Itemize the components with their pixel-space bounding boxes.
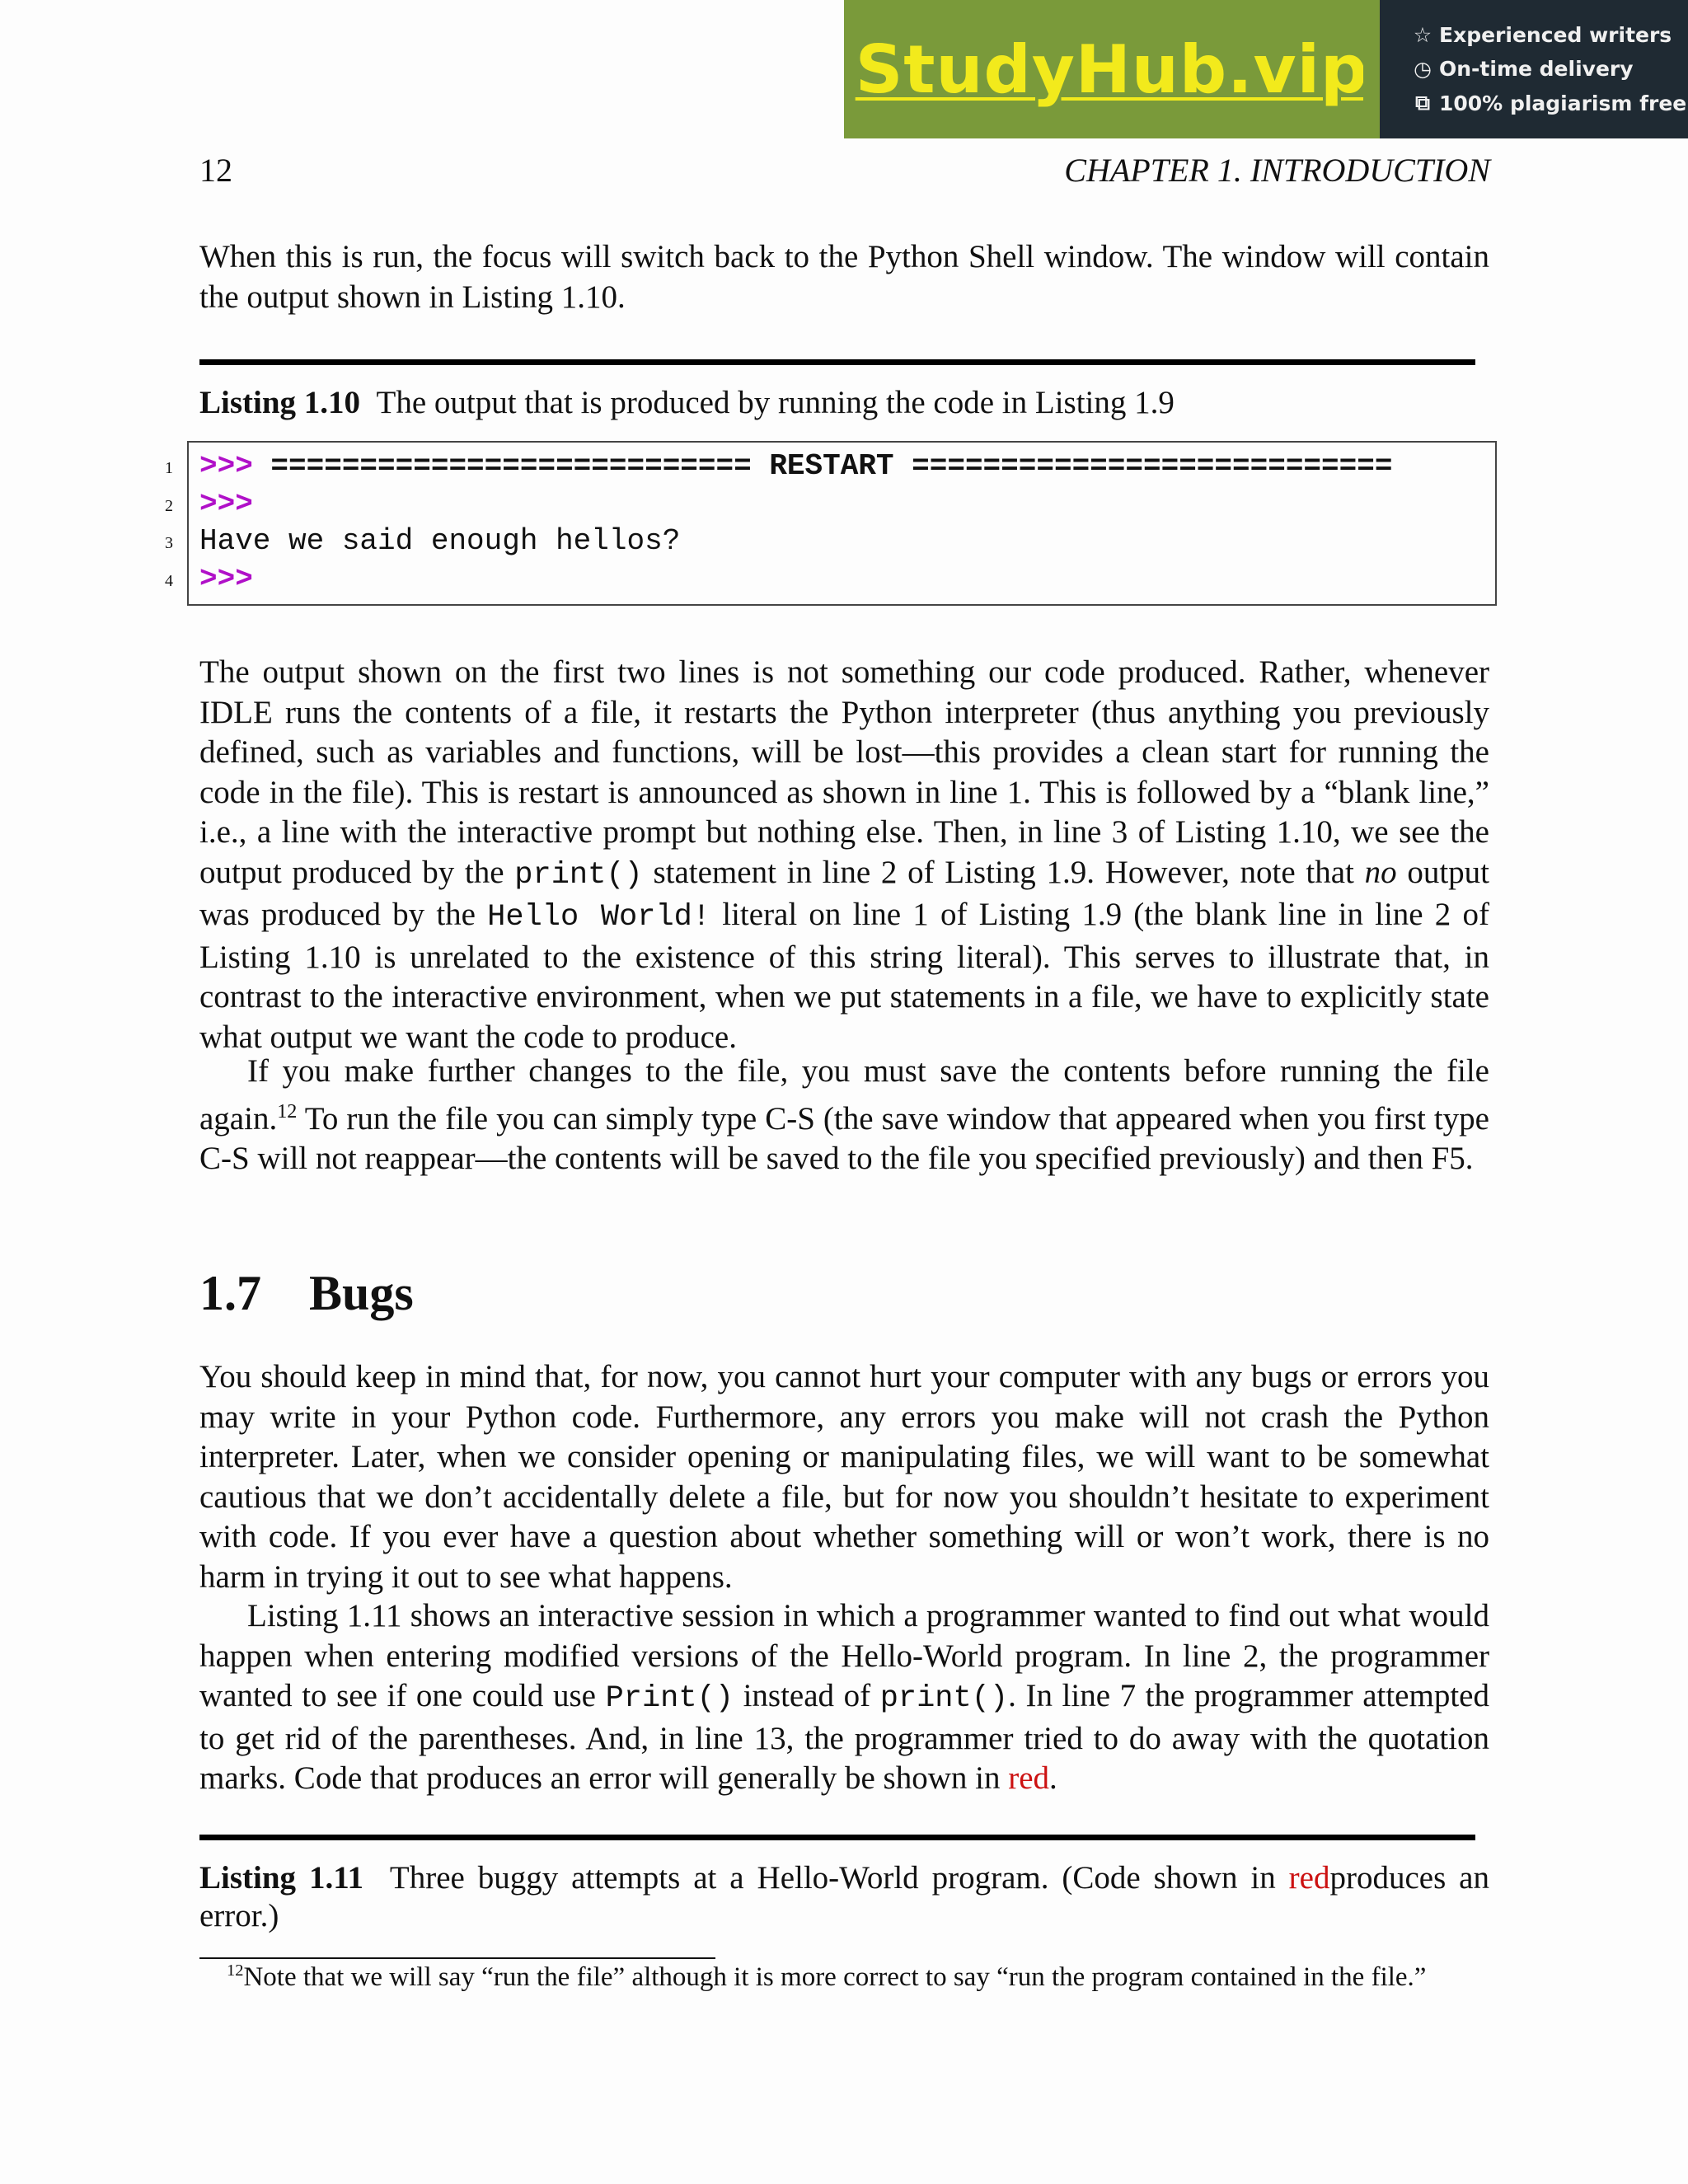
feature-label: 100% plagiarism free xyxy=(1439,91,1687,115)
feature-label: Experienced writers xyxy=(1439,23,1672,47)
section-number: 1.7 xyxy=(199,1266,261,1320)
restart-banner: =========================== RESTART =========================== xyxy=(252,449,1393,483)
code-lines xyxy=(199,448,1392,598)
text-run: If you make further changes to the file, you must save the contents before running the file again. xyxy=(199,1053,1489,1137)
code-line-3: Have we said enough hellos? xyxy=(199,524,681,558)
text-run: The output shown on the first two lines is not something our code produced. Rather, whenever IDLE runs the contents of a file, it restarts the Python interpreter (thus anything you previously defined, such as variables and functions, will be lost—this provides a clean start for running the code in the file). This is restart is announced as shown in line 1. This is followed by a “blank line,” i.e., a line with the interactive prompt but nothing else. Then, in line 3 of Listing 1.10, we see the output produced by the xyxy=(199,654,1489,890)
code-line-4 xyxy=(199,560,1392,598)
feature-on-time-delivery xyxy=(1413,57,1688,81)
section-heading xyxy=(199,1265,414,1322)
feature-experienced-writers xyxy=(1413,23,1688,47)
studyhub-logo: StudyHub.vip xyxy=(855,30,1369,108)
intro-paragraph: When this is run, the focus will switch back to the Python Shell window. The window will contain the output shown in Listing 1.10. xyxy=(199,239,1489,315)
shell-prompt: >>> xyxy=(199,449,253,483)
listing-1-10-caption xyxy=(199,384,1489,422)
listing-label: Listing 1.10 xyxy=(199,385,361,420)
code-line-2 xyxy=(199,485,1392,523)
caption-text: produces an error.) xyxy=(199,1860,1489,1933)
code-line-1 xyxy=(199,448,1392,485)
text-run: Listing 1.11 shows an interactive session in which a programmer wanted to find out what would happen when entering modified versions of the Hello-World program. In line 2, the programmer wanted to see if one could use xyxy=(199,1598,1489,1713)
footnote xyxy=(227,1961,1426,1993)
listing-1-11-intro-paragraph xyxy=(199,1596,1489,1799)
footnote-marker[interactable]: 12 xyxy=(277,1099,298,1122)
footnote-text: Note that we will say “run the file” although it is more correct to say “run the program contained in the file.” xyxy=(243,1962,1427,1992)
clock-icon: ◷ xyxy=(1414,57,1432,81)
output-explanation-paragraph xyxy=(199,653,1489,1057)
text-run: . xyxy=(1049,1760,1057,1796)
footnote-number: 12 xyxy=(227,1961,244,1980)
banner-features xyxy=(1380,0,1688,138)
line-number: 4 xyxy=(165,571,173,590)
running-head: CHAPTER 1. INTRODUCTION xyxy=(1064,152,1490,189)
star-icon: ☆ xyxy=(1413,23,1432,47)
listing-caption-text: The output that is produced by running the code in Listing 1.9 xyxy=(376,385,1175,420)
bugs-paragraph: You should keep in mind that, for now, you cannot hurt your computer with any bugs or errors you may write in your Python code. Furthermore, any errors you make will not crash the Python interpreter. Later, when we consider opening or manipulating files, we will want to be somewhat cautious that we don’t accidentally delete a file, but for now you shouldn’t hesitate to experiment with code. If you ever have a question about whether something will or won’t work, there is no harm in trying it out to see what happens. xyxy=(199,1359,1489,1595)
inline-code-Print: Print() xyxy=(605,1681,734,1716)
copy-icon: ⧉ xyxy=(1415,91,1430,115)
feature-label: On-time delivery xyxy=(1439,57,1634,81)
feature-plagiarism-free xyxy=(1413,91,1688,115)
listing-top-rule xyxy=(199,1835,1475,1840)
red-word: red xyxy=(1008,1760,1050,1796)
line-number: 3 xyxy=(165,534,173,552)
shell-prompt: >>> xyxy=(199,486,253,521)
text-run: To run the file you can simply type C-S (the save window that appeared when you first type C-S will not reappear—the contents will be saved to the file you specified previously) and then F5. xyxy=(199,1100,1489,1176)
caption-text: Three buggy attempts at a Hello-World program. (Code shown in xyxy=(389,1860,1289,1896)
inline-code-print: print() xyxy=(514,857,643,893)
text-run: statement in line 2 of Listing 1.9. However, note that xyxy=(642,854,1365,890)
banner-logo-area xyxy=(844,0,1380,138)
listing-1-11-caption xyxy=(199,1859,1489,1935)
line-numbers xyxy=(157,456,173,606)
listing-label: Listing 1.11 xyxy=(199,1860,364,1896)
section-title: Bugs xyxy=(309,1266,414,1320)
line-number: 2 xyxy=(165,496,173,515)
text-run: output was produced by the xyxy=(199,854,1489,932)
shell-prompt: >>> xyxy=(199,561,253,596)
line-number: 1 xyxy=(165,459,173,477)
save-run-paragraph xyxy=(199,1052,1489,1179)
inline-code-hello-world: Hello World! xyxy=(487,900,711,935)
listing-top-rule xyxy=(199,359,1475,365)
studyhub-banner[interactable] xyxy=(844,0,1688,138)
footnote-rule xyxy=(199,1957,715,1959)
emphasis: no xyxy=(1364,854,1397,890)
inline-code-print: print() xyxy=(879,1681,1009,1716)
text-run: literal on line 1 of Listing 1.9 (the blank line in line 2 of Listing 1.10 is unrelated to the existence of this string literal). This serves to illustrate that, in contrast to the interactive environment, when we put statements in a file, we have to explicitly state what output we want the code to produce. xyxy=(199,897,1489,1055)
page-number: 12 xyxy=(199,152,232,189)
text-run: instead of xyxy=(734,1678,880,1713)
text-run: . In line 7 the programmer attempted to get rid of the parentheses. And, in line 13, the programmer tried to do away with the quotation marks. Code that produces an error will generally be shown in xyxy=(199,1678,1489,1796)
red-word: red xyxy=(1288,1860,1330,1896)
